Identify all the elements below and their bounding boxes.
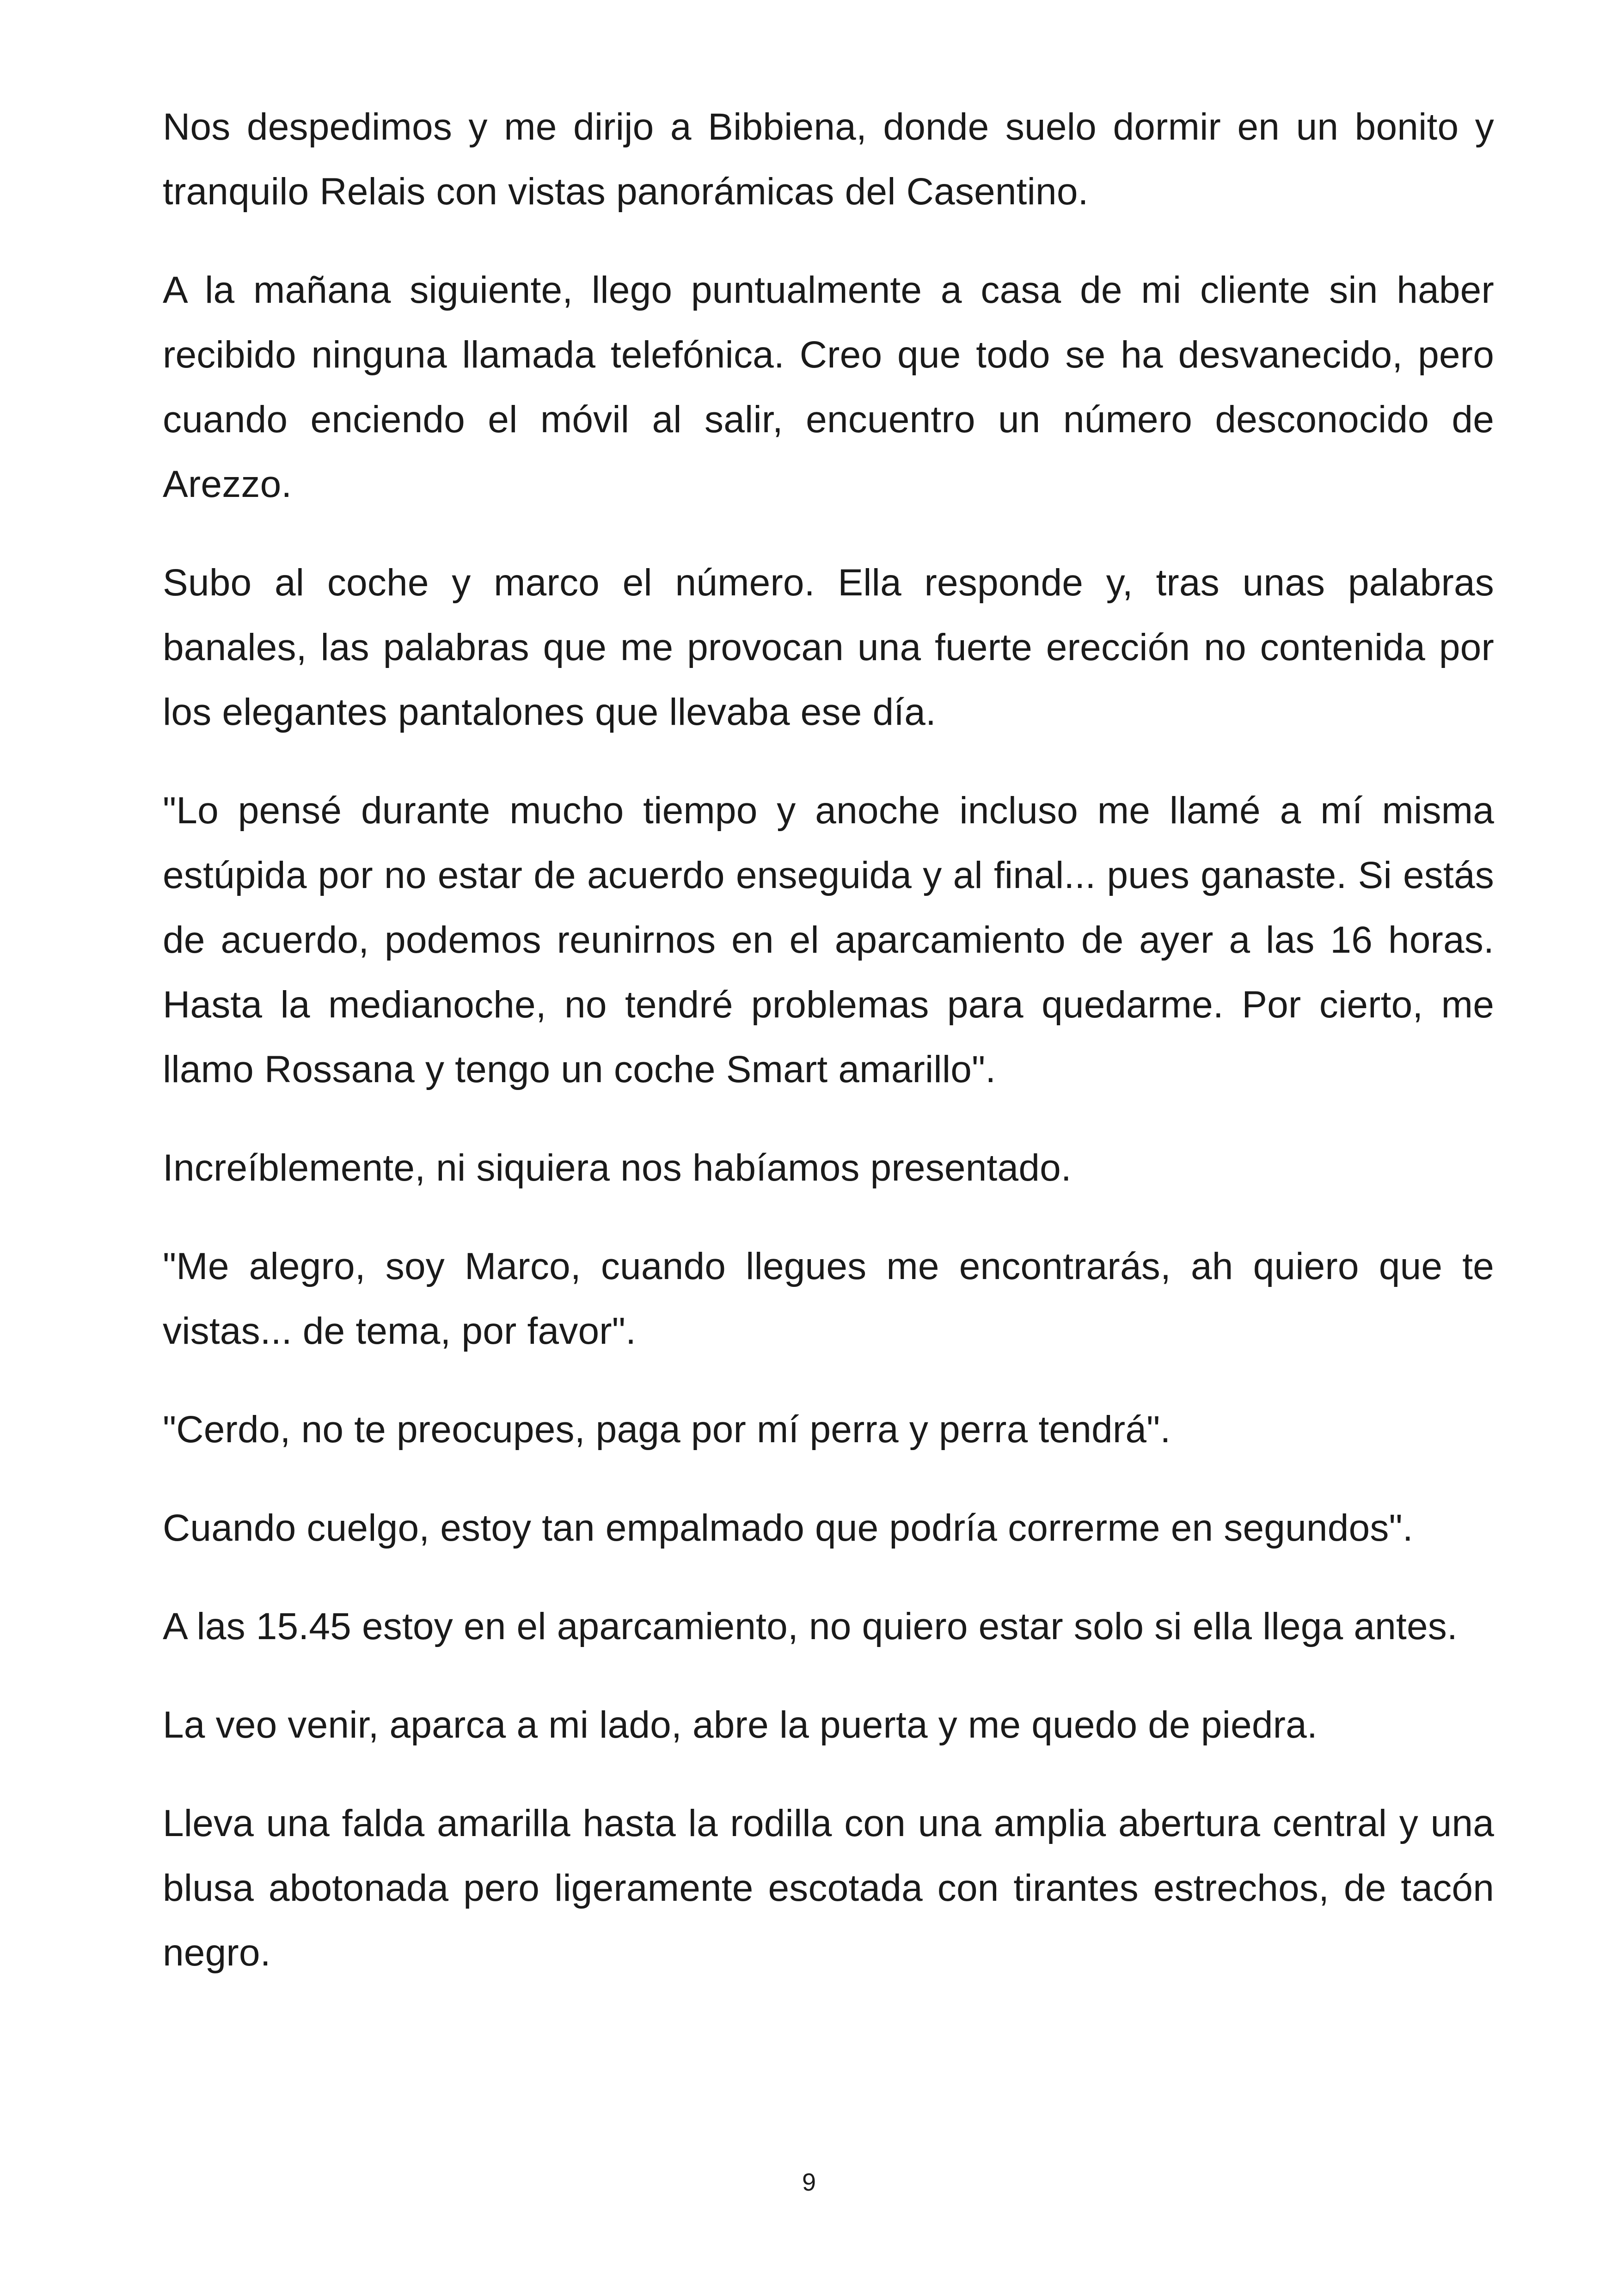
page-number: 9 bbox=[802, 2168, 816, 2196]
paragraph: "Me alegro, soy Marco, cuando llegues me encontrarás, ah quiero que te vistas... de tema, por favor". bbox=[163, 1245, 1494, 1352]
paragraph: A las 15.45 estoy en el aparcamiento, no quiero estar solo si ella llega antes. bbox=[163, 1605, 1458, 1647]
paragraph: Nos despedimos y me dirijo a Bibbiena, donde suelo dormir en un bonito y tranquilo Relais con vistas panorámicas del Casentino. bbox=[163, 106, 1494, 213]
paragraph: Lleva una falda amarilla hasta la rodilla con una amplia abertura central y una blusa abotonada pero ligeramente escotada con tirantes estrechos, de tacón negro. bbox=[163, 1802, 1494, 1974]
paragraph: Subo al coche y marco el número. Ella responde y, tras unas palabras banales, las palabras que me provocan una fuerte erección no contenida por los elegantes pantalones que llevaba ese día. bbox=[163, 562, 1494, 733]
paragraph: La veo venir, aparca a mi lado, abre la puerta y me quedo de piedra. bbox=[163, 1704, 1318, 1746]
paragraph: "Cerdo, no te preocupes, paga por mí perra y perra tendrá". bbox=[163, 1408, 1171, 1451]
paragraph: A la mañana siguiente, llego puntualmente a casa de mi cliente sin haber recibido ninguna llamada telefónica. Creo que todo se ha desvanecido, pero cuando enciendo el móvil al salir, encuentro un número desconocido de Arezzo. bbox=[163, 269, 1494, 505]
paragraph: "Lo pensé durante mucho tiempo y anoche incluso me llamé a mí misma estúpida por no estar de acuerdo enseguida y al final... pues ganaste. Si estás de acuerdo, podemos reunirnos en el aparcamiento de ayer a las 16 horas. Hasta la medianoche, no tendré problemas para quedarme. Por cierto, me llamo Rossana y tengo un coche Smart amarillo". bbox=[163, 790, 1494, 1090]
paragraph: Increíblemente, ni siquiera nos habíamos presentado. bbox=[163, 1147, 1072, 1189]
body-text bbox=[163, 95, 1494, 2019]
paragraph: Cuando cuelgo, estoy tan empalmado que podría correrme en segundos". bbox=[163, 1507, 1413, 1549]
